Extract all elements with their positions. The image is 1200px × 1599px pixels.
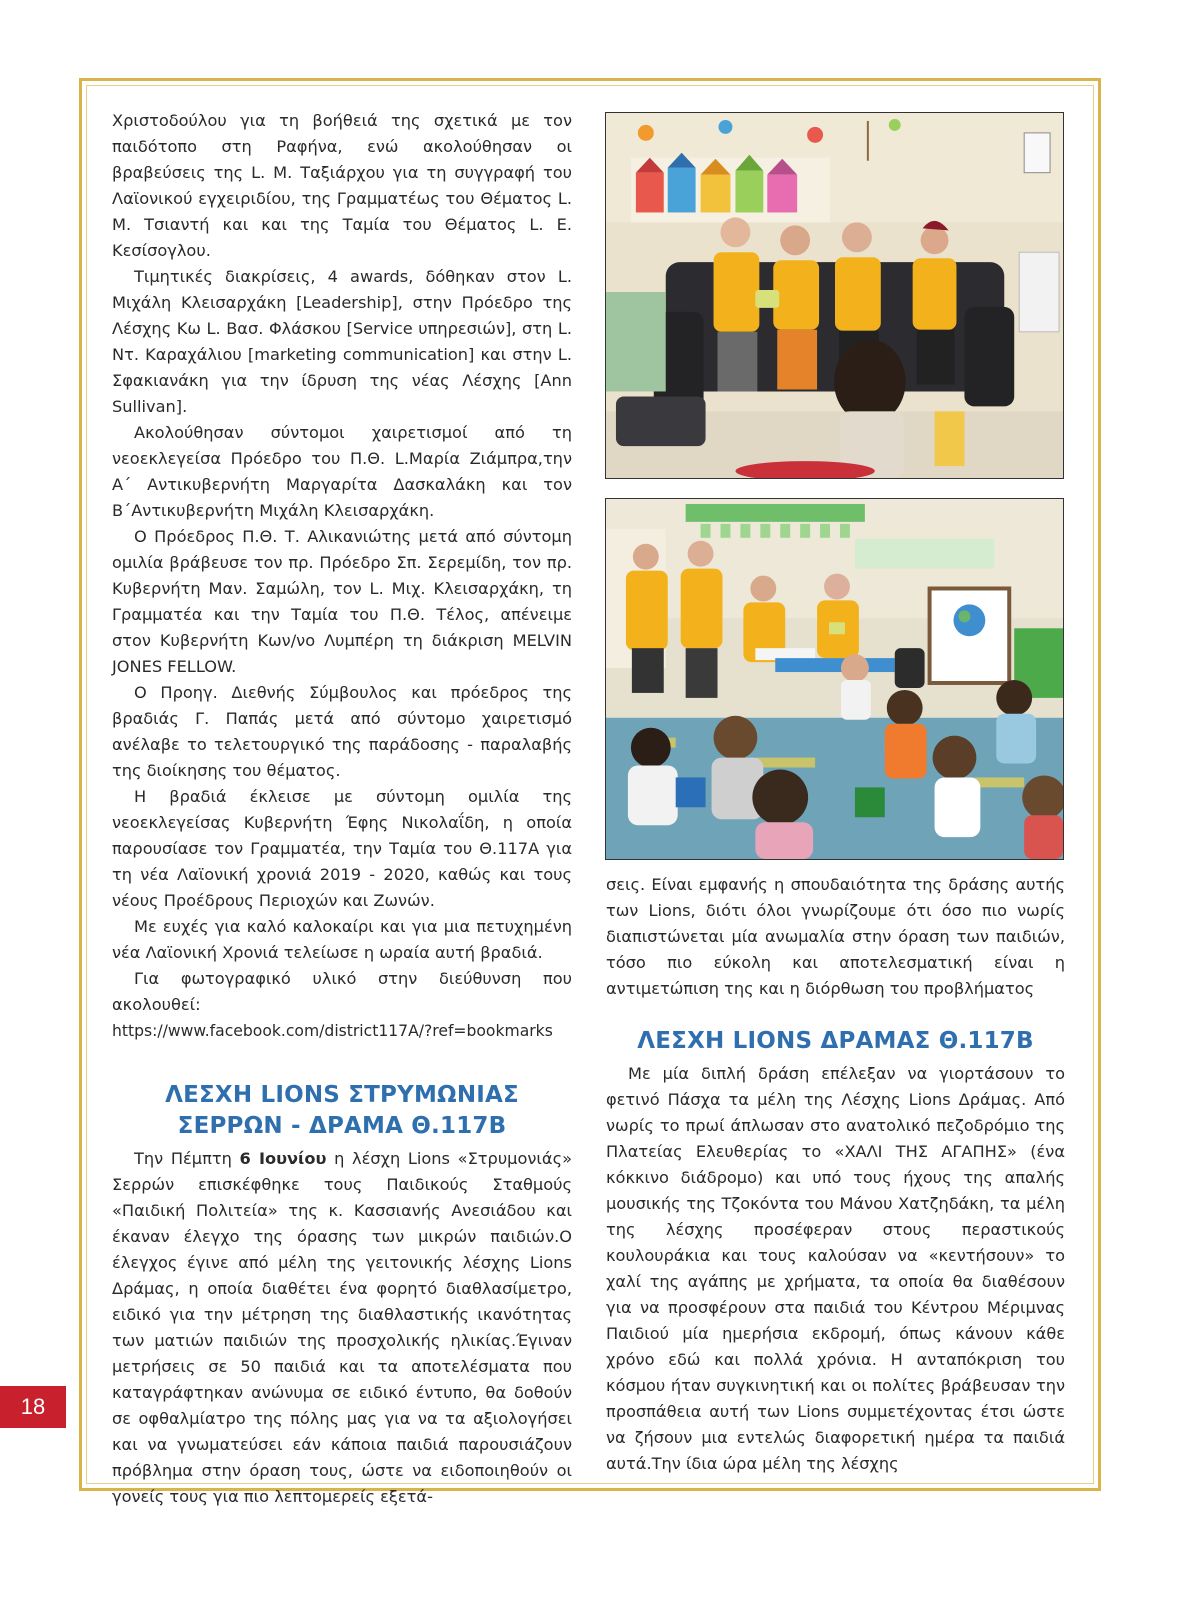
paragraph: Ο Προηγ. Διεθνής Σύμβουλος και πρόεδρος της βραδιάς Γ. Παπάς μετά από σύντομο χαιρετισμό ανέλαβε το τελετουργικό της παράδοσης - παραλαβής της διοίκησης του θέματος. [112, 683, 572, 780]
paragraph: Με μία διπλή δράση επέλεξαν να γιορτάσουν το φετινό Πάσχα τα μέλη της Λέσχης Lions Δράμας. Από νωρίς το πρωί άπλωσαν στο ανατολικό πεζοδρόμιο της Πλατείας Ελευθερίας το «ΧΑΛΙ ΤΗΣ ΑΓΑΠΗΣ» (ένα κόκκινο διάδρομο) και υπό τους ήχους της απαλής μουσικής της Τζοκόντα του Μάνου Χατζηδάκη, τα μέλη της λέσχης προσέφεραν στους περαστικούς κουλουράκια και τους καλούσαν να «κεντήσουν» το χαλί της αγάπης με χρήματα, τα οποία θα διαθέσουν για να προσφέρουν στα παιδιά του Κέντρου Μέριμνας Παιδιού μία ημερήσια εκδρομή, όπως κάνουν κάθε χρόνο εδώ και πολλά χρόνια. Η ανταπόκριση του κόσμου ήταν συγκινητική και οι πολίτες βράβευσαν την προσπάθεια αυτή των Lions συμμετέχοντας έτσι ώστε να ζήσουν μια εντελώς διαφορετική ημέρα τα παιδιά αυτά.Την ίδια ώρα μέλη της λέσχης [606, 1064, 1065, 1473]
paragraph-lead: Την Πέμπτη [134, 1149, 240, 1168]
section-title-dramas: ΛΕΣΧΗ LIONS ΔΡΑΜΑΣ Θ.117Β [637, 1028, 1034, 1054]
photo-classroom-with-children [605, 498, 1064, 860]
section-title-strymonias: ΛΕΣΧΗ LIONS ΣΤΡΥΜΩΝΙΑΣ ΣΕΡΡΩΝ - ΔΡΑΜΑ Θ.117Β [165, 1082, 519, 1139]
left-column [112, 108, 572, 1510]
paragraph-date: 6 Ιουνίου [239, 1149, 327, 1168]
paragraph: Για φωτογραφικό υλικό στην διεύθυνση που ακολουθεί: [112, 969, 572, 1014]
paragraph-body: η λέσχη Lions «Στρυμονιάς» Σερρών επισκέφθηκε τους Παιδικούς Σταθμούς «Παιδική Πολιτεία» της κ. Κασσιανής Ανεσιάδου και έκαναν έλεγχο της όρασης των μικρών παιδιών.Ο έλεγχος έγινε από μέλη της γειτονικής λέσχης Lions Δράμας, η οποία διαθέτει ένα φορητό διαθλασίμετρο, ειδικό για την μέτρηση της διαθλαστικής ικανότητας των ματιών παιδιών της προσχολικής ηλικίας.Έγιναν μετρήσεις σε 50 παιδιά και τα αποτελέσματα που καταγράφτηκαν ανώνυμα σε ειδικό έντυπο, θα δοθούν σε οφθαλμίατρο της πόλης μας για να τα αξιολογήσει και να γνωματεύσει εάν κάποια παιδιά παρουσιάζουν πρόβλημα στην όραση τους, ώστε να ειδοποιηθούν οι γονείς τους για πιο λεπτομερείς εξετά- [112, 1149, 572, 1506]
facebook-link[interactable]: https://www.facebook.com/district117A/?ref=bookmarks [112, 1022, 553, 1040]
paragraph: Ακολούθησαν σύντομοι χαιρετισμοί από τη νεοεκλεγείσα Πρόεδρο του Π.Θ. L.Μαρία Ζιάμπρα,την Α΄ Αντικυβερνήτη Μαργαρίτα Δασκαλάκη και τον Β΄Αντικυβερνήτη Μιχάλη Κλεισαρχάκη. [112, 423, 572, 520]
paragraph: Χριστοδούλου για τη βοήθειά της σχετικά με τον παιδότοπο στη Ραφήνα, ενώ ακολούθησαν οι βραβεύσεις της L. M. Ταξιάρχου για τη συγγραφή του Λαϊονικού εγχειριδίου, της Γραμματέως του Θέματος L. M. Τσιαντή και και της Ταμία του Θέματος L. E. Κεσίσογλου. [112, 111, 572, 260]
right-column [606, 872, 1065, 1477]
paragraph: σεις. Είναι εμφανής η σπουδαιότητα της δράσης αυτής των Lions, διότι όλοι γνωρίζουμε ότι όσο πιο νωρίς διαπιστώνεται μία ανωμαλία στην όραση των παιδιών, τόσο πιο εύκολη και αποτελεσματική είναι η αντιμετώπιση της και η διόρθωση του προβλήματος [606, 875, 1065, 998]
page-number: 18 [0, 1386, 66, 1428]
paragraph [112, 1146, 572, 1510]
paragraph: Τιμητικές διακρίσεις, 4 awards, δόθηκαν στον L. Μιχάλη Κλεισαρχάκη [Leadership], στην Πρόεδρο της Λέσχης Κω L. Βασ. Φλάσκου [Service υπηρεσιών], στη L. Ντ. Καραχάλιου [marketing communication] και στην L. Σφακιανάκη για την ίδρυση της νέας Λέσχης [Ann Sullivan]. [112, 267, 572, 416]
paragraph: Με ευχές για καλό καλοκαίρι και για μια πετυχημένη νέα Λαϊονική Χρονιά τελείωσε η ωραία αυτή βραδιά. [112, 917, 572, 962]
paragraph: Η βραδιά έκλεισε με σύντομη ομιλία της νεοεκλεγείσας Κυβερνήτη Έφης Νικολαΐδη, η οποία παρουσίασε τον Γραμματέα, την Ταμία του Θ.117Α για τη νέα Λαϊονική χρονιά 2019 - 2020, καθώς και τους νέους Προέδρους Περιοχών και Ζωνών. [112, 787, 572, 910]
paragraph: Ο Πρόεδρος Π.Θ. Τ. Αλικανιώτης μετά από σύντομη ομιλία βράβευσε τον πρ. Πρόεδρο Σπ. Σερεμίδη, τον πρ. Κυβερνήτη Μαν. Σαμώλη, τον L. Μιχ. Κλεισαρχάκη, τη Γραμματέα και την Ταμία του Π.Θ. Τέλος, απένειμε στον Κυβερνήτη Κων/νο Λυμπέρη τη διάκριση MELVIN JONES FELLOW. [112, 527, 572, 676]
photo-lions-members-on-sofa [605, 112, 1064, 479]
